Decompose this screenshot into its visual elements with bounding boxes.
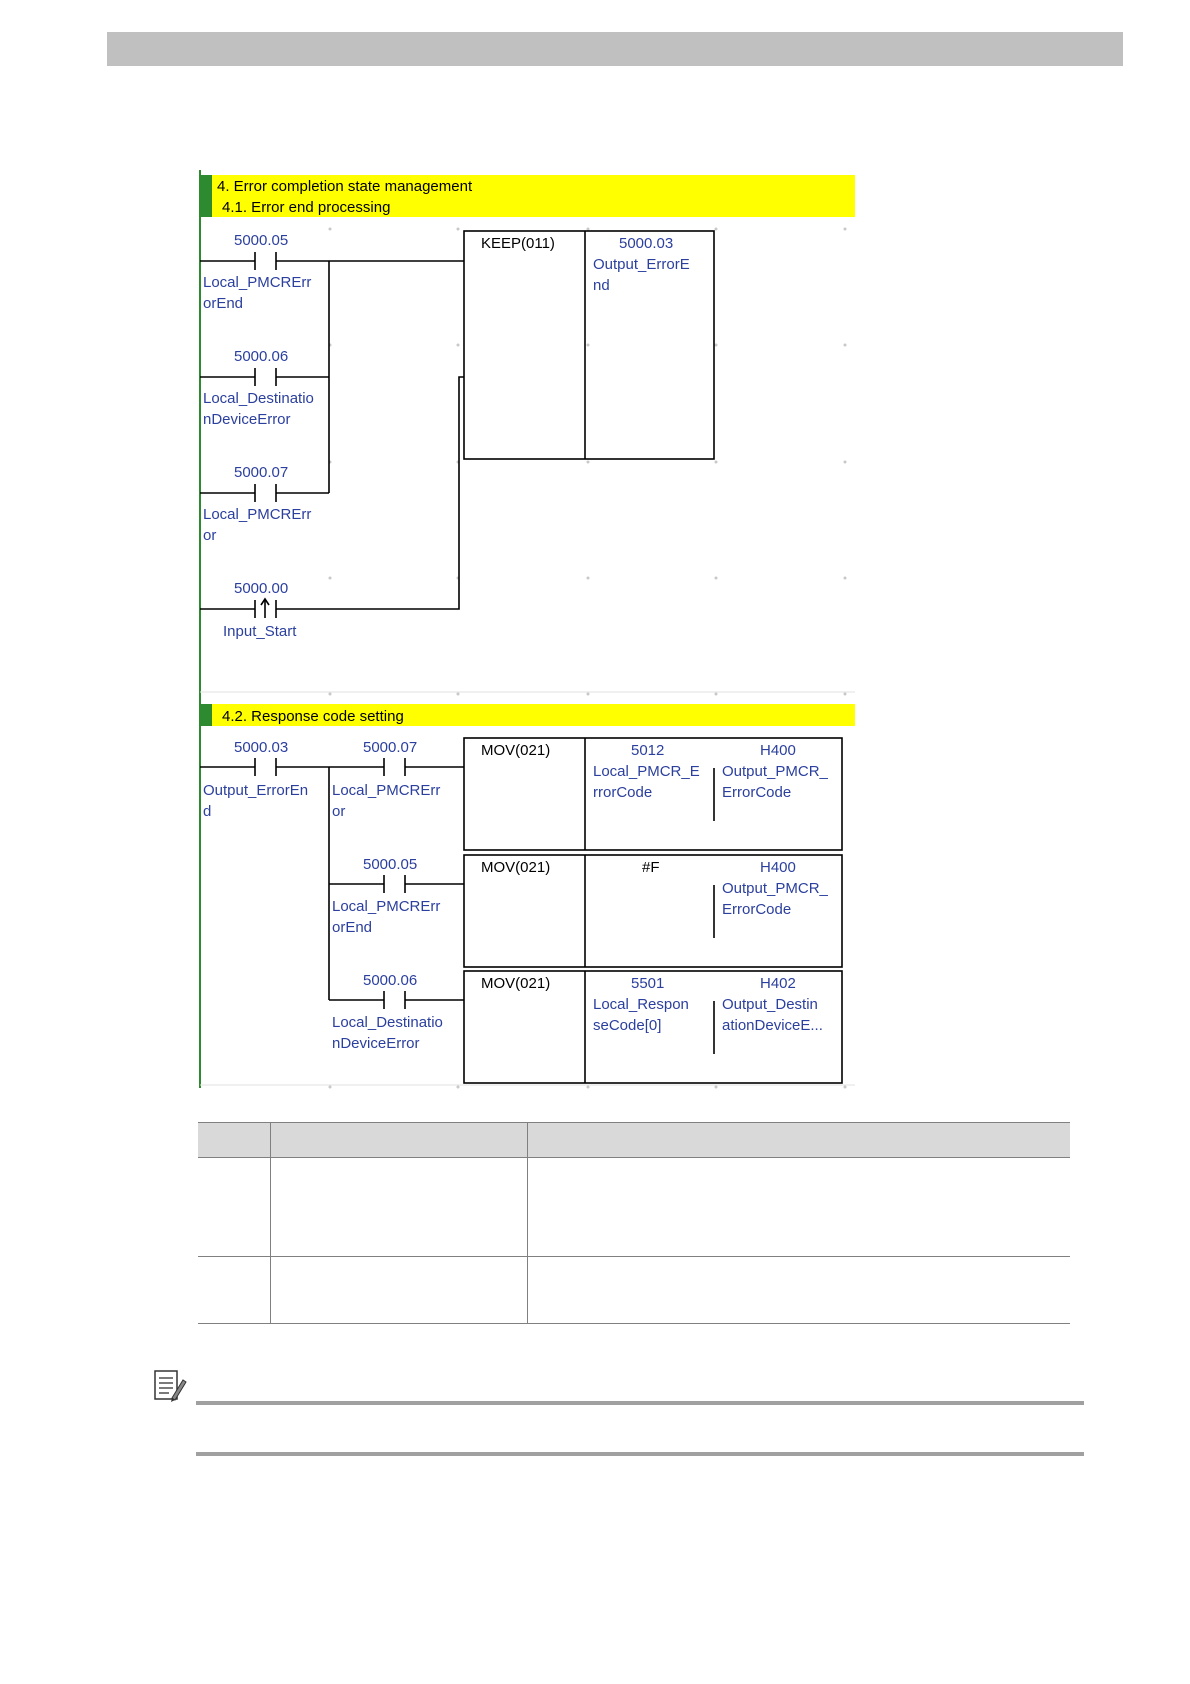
instruction-operand-label: nd [593,277,610,294]
mov-destination-label: ErrorCode [722,901,792,918]
contact-label: Local_Destinatio [203,390,314,407]
contact-label: Local_Destinatio [332,1014,443,1031]
contact-address: 5000.06 [363,972,418,989]
grid-dots [329,228,847,1089]
table-header-cell [198,1123,270,1158]
contact-address: 5000.06 [234,348,289,365]
section-title-4-2: 4.2. Response code setting [222,708,404,725]
mov-source-label: Local_Respon [593,996,689,1013]
instruction-operand-label: Output_ErrorE [593,256,690,273]
contact-label: or [203,527,217,544]
mov-source-address: 5501 [631,975,665,992]
mov-destination-address: H400 [760,859,796,876]
table-cell [528,1257,1070,1324]
section-title-4-1: 4.1. Error end processing [222,199,391,216]
section-title-4: 4. Error completion state management [217,178,473,195]
table-cell [198,1257,270,1324]
note-divider-bottom [196,1452,1084,1456]
table-header-row [198,1123,1070,1158]
contact-label: Local_PMCRErr [203,274,312,291]
mov-source-label: rrorCode [593,784,653,801]
instruction-keep: KEEP(011) [481,235,555,252]
description-table [198,1122,1070,1324]
contact-label: orEnd [332,919,373,936]
contact-label: nDeviceError [203,411,291,428]
section-marker-4-2 [200,704,212,726]
contact-label: nDeviceError [332,1035,420,1052]
table-cell [528,1158,1070,1257]
table-cell [270,1257,527,1324]
notepad-icon [152,1368,188,1404]
table-header-cell [270,1123,527,1158]
contact-label: Input_Start [223,623,297,640]
contact-address: 5000.07 [234,464,289,481]
contact-address: 5000.05 [234,232,289,249]
mov-destination-address: H400 [760,742,796,759]
contact-label: orEnd [203,295,244,312]
mov-destination-address: H402 [760,975,796,992]
contact-label: Output_ErrorEn [203,782,309,799]
table-header-cell [528,1123,1070,1158]
mov-source-label: seCode[0] [593,1017,662,1034]
instruction-mov: MOV(021) [481,742,551,759]
mov-source-address: 5012 [631,742,665,759]
instruction-mov: MOV(021) [481,859,551,876]
contact-label: d [203,803,212,820]
table-cell [198,1158,270,1257]
contact-address: 5000.03 [234,739,289,756]
mov-destination-label: Output_Destin [722,996,818,1013]
mov-source-label: Local_PMCR_E [593,763,700,780]
table-cell [270,1158,527,1257]
mov-source-constant: #F [642,859,660,876]
contact-label: Local_PMCRErr [332,898,441,915]
instruction-mov: MOV(021) [481,975,551,992]
mov-destination-label: Output_PMCR_ [722,763,828,780]
mov-destination-label: Output_PMCR_ [722,880,828,897]
contact-address: 5000.05 [363,856,418,873]
table-row [198,1257,1070,1324]
table-row [198,1158,1070,1257]
instruction-operand-address: 5000.03 [619,235,674,252]
contact-address: 5000.00 [234,580,289,597]
section-marker-4 [200,175,212,217]
note-divider-top [196,1401,1084,1405]
contact-label: Local_PMCRErr [203,506,312,523]
mov-destination-label: ErrorCode [722,784,792,801]
contact-address: 5000.07 [363,739,418,756]
mov-destination-label: ationDeviceE... [722,1017,823,1034]
contact-label: or [332,803,346,820]
contact-label: Local_PMCRErr [332,782,441,799]
